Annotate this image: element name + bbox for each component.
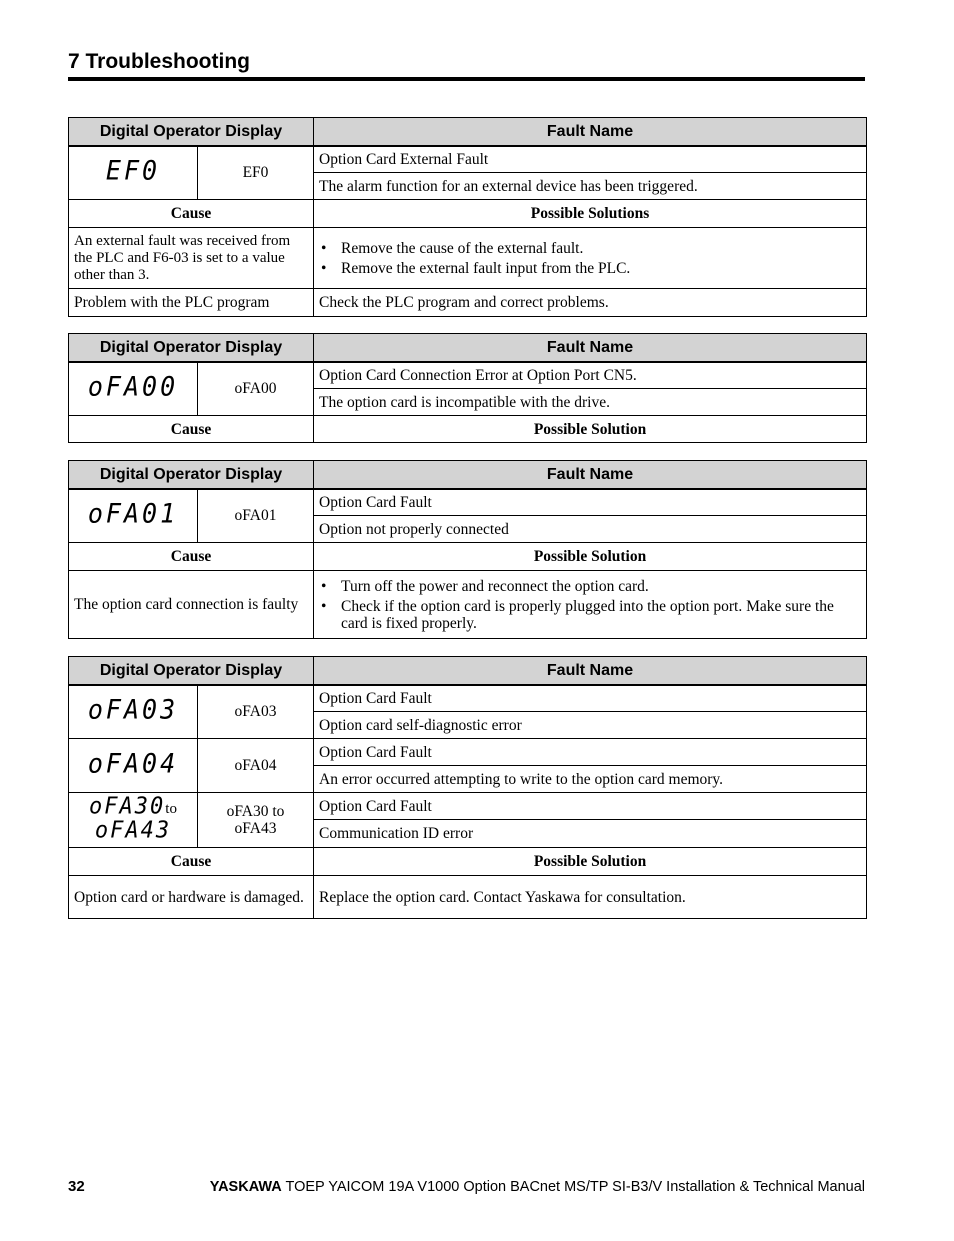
fault-code: oFA00 (198, 362, 314, 416)
col-header-fault: Fault Name (314, 118, 867, 146)
segment-display: oFA03 (69, 685, 198, 739)
cause-text: The option card connection is faulty (69, 571, 314, 639)
solution-list (314, 228, 867, 289)
fault-table-ofa01 (68, 460, 867, 639)
fault-table-ofa03 (68, 656, 867, 919)
solution-header: Possible Solution (314, 416, 867, 443)
segment-display: oFA00 (69, 362, 198, 416)
fault-code-start: oFA30 to (226, 803, 285, 820)
footer-title (210, 1179, 865, 1195)
solution-text: Check the PLC program and correct problems. (314, 289, 867, 317)
fault-name: Option Card Fault (314, 489, 867, 516)
solution-text: Replace the option card. Contact Yaskawa for consultation. (314, 876, 867, 919)
fault-code: oFA04 (198, 739, 314, 793)
solution-item: • Check if the option card is properly plugged into the option port. Make sure the card is fixed properly. (319, 598, 861, 632)
fault-code-range (198, 793, 314, 848)
footer-brand: YASKAWA (209, 1179, 282, 1195)
fault-description: Option card self-diagnostic error (314, 712, 867, 739)
cause-header: Cause (69, 200, 314, 228)
cause-header: Cause (69, 416, 314, 443)
cause-text: Problem with the PLC program (69, 289, 314, 317)
cause-header: Cause (69, 543, 314, 571)
segment-range-start: oFA30 (89, 793, 166, 820)
col-header-display: Digital Operator Display (69, 657, 314, 685)
page-number: 32 (68, 1178, 85, 1195)
solution-item: • Turn off the power and reconnect the option card. (319, 578, 861, 595)
col-header-display: Digital Operator Display (69, 461, 314, 489)
fault-code-end: oFA43 (234, 820, 277, 837)
cause-text: An external fault was received from the PLC and F6-03 is set to a value other than 3. (69, 228, 314, 289)
col-header-fault: Fault Name (314, 657, 867, 685)
section-title: 7 Troubleshooting (68, 50, 250, 73)
fault-code: oFA03 (198, 685, 314, 739)
segment-display: EF0 (69, 146, 198, 200)
col-header-fault: Fault Name (314, 461, 867, 489)
solution-header: Possible Solutions (314, 200, 867, 228)
fault-name: Option Card Fault (314, 685, 867, 712)
fault-description: An error occurred attempting to write to the option card memory. (314, 766, 867, 793)
col-header-fault: Fault Name (314, 334, 867, 362)
solution-item: • Remove the external fault input from the PLC. (319, 260, 861, 277)
footer-manual-title: TOEP YAICOM 19A V1000 Option BACnet MS/TP SI-B3/V Installation & Technical Manual (285, 1179, 865, 1195)
cause-header: Cause (69, 848, 314, 876)
fault-description: The option card is incompatible with the drive. (314, 389, 867, 416)
fault-name: Option Card Connection Error at Option Port CN5. (314, 362, 867, 389)
fault-name: Option Card Fault (314, 739, 867, 766)
cause-text: Option card or hardware is damaged. (69, 876, 314, 919)
fault-description: Option not properly connected (314, 516, 867, 543)
col-header-display: Digital Operator Display (69, 118, 314, 146)
fault-name: Option Card Fault (314, 793, 867, 820)
solution-header: Possible Solution (314, 848, 867, 876)
col-header-display: Digital Operator Display (69, 334, 314, 362)
fault-code: EF0 (198, 146, 314, 200)
segment-range-end: oFA43 (94, 817, 172, 844)
segment-display: oFA04 (69, 739, 198, 793)
fault-name: Option Card External Fault (314, 146, 867, 173)
solution-header: Possible Solution (314, 543, 867, 571)
segment-range-to: to (165, 801, 177, 817)
fault-description: Communication ID error (314, 820, 867, 848)
solution-list (314, 571, 867, 639)
solution-item: • Remove the cause of the external fault. (319, 240, 861, 257)
section-rule (68, 77, 865, 81)
fault-table-ofa00 (68, 333, 867, 443)
fault-code: oFA01 (198, 489, 314, 543)
fault-table-ef0 (68, 117, 867, 317)
segment-display-range (69, 793, 198, 848)
segment-display: oFA01 (69, 489, 198, 543)
fault-description: The alarm function for an external device has been triggered. (314, 173, 867, 200)
